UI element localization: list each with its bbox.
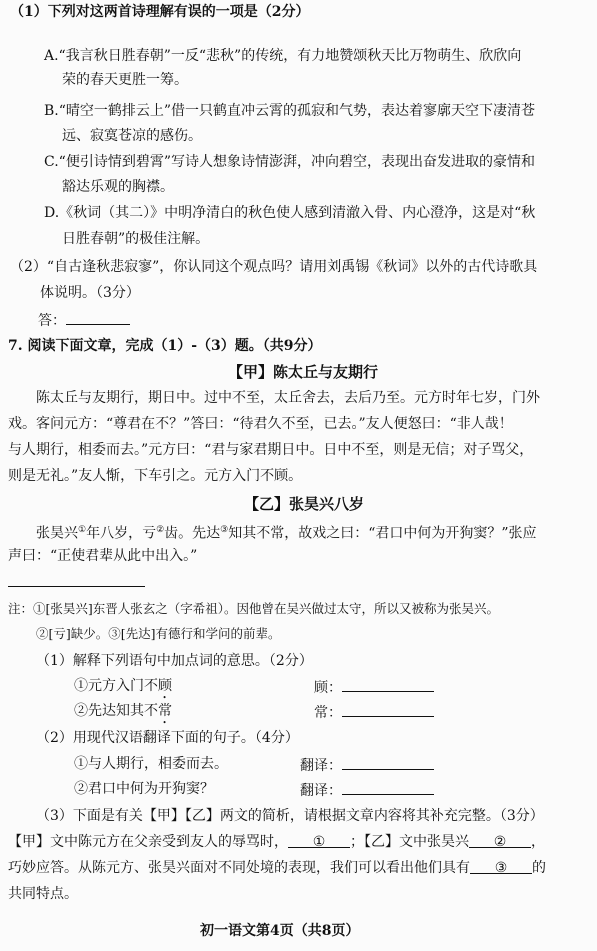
- page-footer: 初一语文第4页（共8页）: [200, 923, 360, 939]
- footnote-line: ②[亏]缺少。③[先达]有德行和学问的前辈。: [36, 626, 281, 641]
- sub1-item2-text: ②先达知其不常: [74, 703, 172, 719]
- sub1-item1-text: ①元方入门不顾: [74, 678, 172, 694]
- answer-label: 答：: [38, 313, 66, 329]
- footnote-line: 注：①[张昊兴]东晋人张玄之（字希祖）。因他曾在吴兴做过太守，所以又被称为张吴兴。: [8, 601, 500, 616]
- q1-option-a-line2: 荣的春天更胜一筹。: [62, 72, 188, 88]
- sub2-item1-answer: 翻译：: [300, 754, 434, 776]
- passage-b-line2: 声曰：“正使君辈从此中出入。”: [8, 548, 198, 564]
- answer-blank[interactable]: [342, 701, 434, 717]
- sub1-item1-answer: 顾：: [314, 676, 434, 698]
- passage-b-line1: 张昊兴①年八岁，亏②齿。先达③知其不常，故戏之曰：“君口中何为开狗窦？”张应: [36, 525, 537, 542]
- q1-option-b-line2: 远、寂寞苍凉的感伤。: [62, 128, 202, 144]
- passage-a-line: 戏。客问元方：“尊君在不？”答曰：“待君久不至，已去。”友人便怒曰：“非人哉！: [8, 416, 513, 432]
- answer-blank[interactable]: [66, 309, 130, 325]
- q2-line2: 体说明。（3分）: [40, 285, 140, 301]
- q1-option-d-line1: D.《秋词（其二）》中明净清白的秋色使人感到清澈入骨、内心澄净，这是对“秋: [44, 205, 536, 221]
- q7-header: 7. 阅读下面文章，完成（1）-（3）题。（共9分）: [8, 338, 322, 354]
- q1-option-c-line2: 豁达乐观的胸襟。: [62, 179, 174, 195]
- q1-stem: （1）下列对这两首诗理解有误的一项是（2分）: [10, 4, 310, 20]
- passage-a-line: 与人期行，相委而去。”元方曰：“君与家君期日中。日中不至，则是无信；对子骂父，: [8, 442, 534, 458]
- answer-blank[interactable]: [342, 754, 434, 770]
- q1-option-d-line2: 日胜春朝”的极佳注解。: [62, 231, 210, 247]
- sub3-line1: 【甲】文中陈元方在父亲受到友人的辱骂时， ① ；【乙】文中张昊兴 ② ，: [8, 834, 545, 850]
- q1-option-b-line1: B.“晴空一鹤排云上”借一只鹤直冲云霄的孤寂和气势，表达着寥廓天空下凄清苍: [44, 103, 536, 119]
- answer-blank[interactable]: [342, 779, 434, 795]
- sub3-stem: （3）下面是有关【甲】【乙】两文的简析，请根据文章内容将其补充完整。（3分）: [36, 808, 544, 824]
- q2-line1: （2）“自古逢秋悲寂寥”，你认同这个观点吗？请用刘禹锡《秋词》以外的古代诗歌具: [10, 259, 538, 275]
- passage-a-line: 陈太丘与友期行，期日中。过中不至，太丘舍去，去后乃至。元方时年七岁，门外: [36, 390, 540, 406]
- sub1-stem: （1）解释下列语句中加点词的意思。（2分）: [36, 653, 313, 669]
- sub3-line2: 巧妙应答。从陈元方、张昊兴面对不同处境的表现，我们可以看出他们具有 ③ 的: [8, 860, 546, 876]
- passage-a-title: 【甲】陈太丘与友期行: [228, 363, 379, 381]
- sub2-item1-text: ①与人期行，相委而去。: [74, 756, 228, 772]
- answer-blank-3[interactable]: ③: [470, 858, 532, 874]
- q2-answer-line: [38, 309, 130, 331]
- q1-option-c-line1: C.“便引诗情到碧霄”写诗人想象诗情澎湃，冲向碧空，表现出奋发进取的豪情和: [44, 154, 535, 170]
- sub3-line3: 共同特点。: [8, 886, 78, 902]
- sub2-stem: （2）用现代汉语翻译下面的句子。（4分）: [36, 730, 299, 746]
- q1-option-a-line1: A.“我言秋日胜春朝”一反“悲秋”的传统，有力地赞颂秋天比万物萌生、欣欣向: [44, 48, 522, 64]
- sub2-item2-text: ②君口中何为开狗窦？: [74, 781, 214, 797]
- sub2-item2-answer: 翻译：: [300, 779, 434, 801]
- answer-blank-2[interactable]: ②: [469, 832, 531, 848]
- sub1-item2-answer: 常：: [314, 701, 434, 723]
- passage-b-title: 【乙】张昊兴八岁: [244, 495, 365, 513]
- passage-a-line: 则是无礼。”友人惭，下车引之。元方入门不顾。: [8, 468, 303, 484]
- answer-blank-1[interactable]: ①: [288, 832, 350, 848]
- footnote-divider: [8, 586, 145, 587]
- answer-blank[interactable]: [342, 676, 434, 692]
